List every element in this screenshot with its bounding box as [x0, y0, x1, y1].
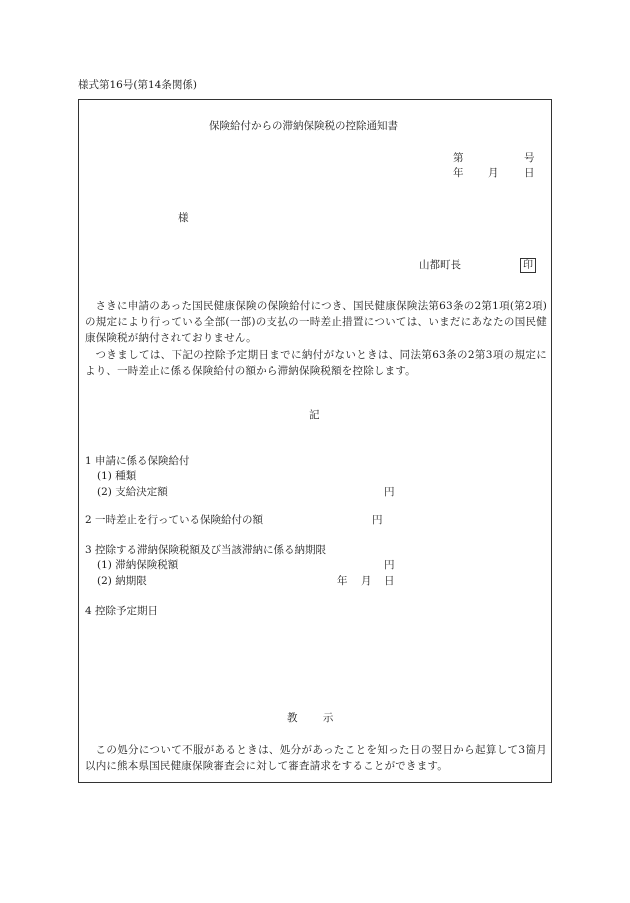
item-1-sub-2: (2) 支給決定額: [97, 486, 168, 498]
notice-heading: 教 示: [287, 712, 334, 724]
sender-name: 山都町長: [419, 259, 461, 271]
document-title: 保険給付からの滞納保険税の控除通知書: [209, 120, 398, 132]
item-3-sub-2: (2) 納期限: [97, 575, 147, 587]
date-year: 年: [453, 167, 464, 179]
form-label: 様式第16号(第14条関係): [78, 79, 197, 91]
item-3-sub-1-unit: 円: [384, 559, 395, 571]
item-4-heading: 4 控除予定期日: [85, 605, 159, 617]
number-suffix: 号: [524, 152, 535, 164]
item-1-heading: 1 申請に係る保険給付: [85, 455, 190, 467]
item-2-unit: 円: [372, 514, 383, 526]
item-1-sub-1: (1) 種類: [97, 470, 137, 482]
document-frame: [78, 99, 552, 783]
notice-text: この処分について不服があるときは、処分があったことを知った日の翌日から起算して3箇月以内に熊本県国民健康保険審査会に対して審査請求をすることができます。: [85, 744, 547, 772]
item-1-sub-2-unit: 円: [384, 486, 395, 498]
item-2-heading: 2 一時差止を行っている保険給付の額: [85, 514, 264, 526]
addressee-suffix: 様: [178, 212, 189, 224]
date-day: 日: [524, 167, 535, 179]
item-3-day: 日: [384, 575, 395, 587]
item-3-sub-1: (1) 滞納保険税額: [97, 559, 179, 571]
number-prefix: 第: [453, 152, 464, 164]
item-3-month: 月: [361, 575, 372, 587]
ki-heading: 記: [309, 409, 320, 421]
seal-text: 印: [520, 258, 536, 273]
seal-mark: [520, 258, 536, 273]
body-paragraph-1: さきに申請のあった国民健康保険の保険給付につき、国民健康保険法第63条の2第1項(第2項)の規定により行っている全部(一部)の支払の一時差止措置については、いまだにあなたの国民健康保険税が納付されておりません。: [85, 300, 547, 344]
item-3-year: 年: [337, 575, 348, 587]
item-3-heading: 3 控除する滞納保険税額及び当該滞納に係る納期限: [85, 544, 327, 556]
body-paragraph-2: つきましては、下記の控除予定期日までに納付がないときは、同法第63条の2第3項の規定により、一時差止に係る保険給付の額から滞納保険税額を控除します。: [85, 349, 547, 377]
date-month: 月: [488, 167, 499, 179]
